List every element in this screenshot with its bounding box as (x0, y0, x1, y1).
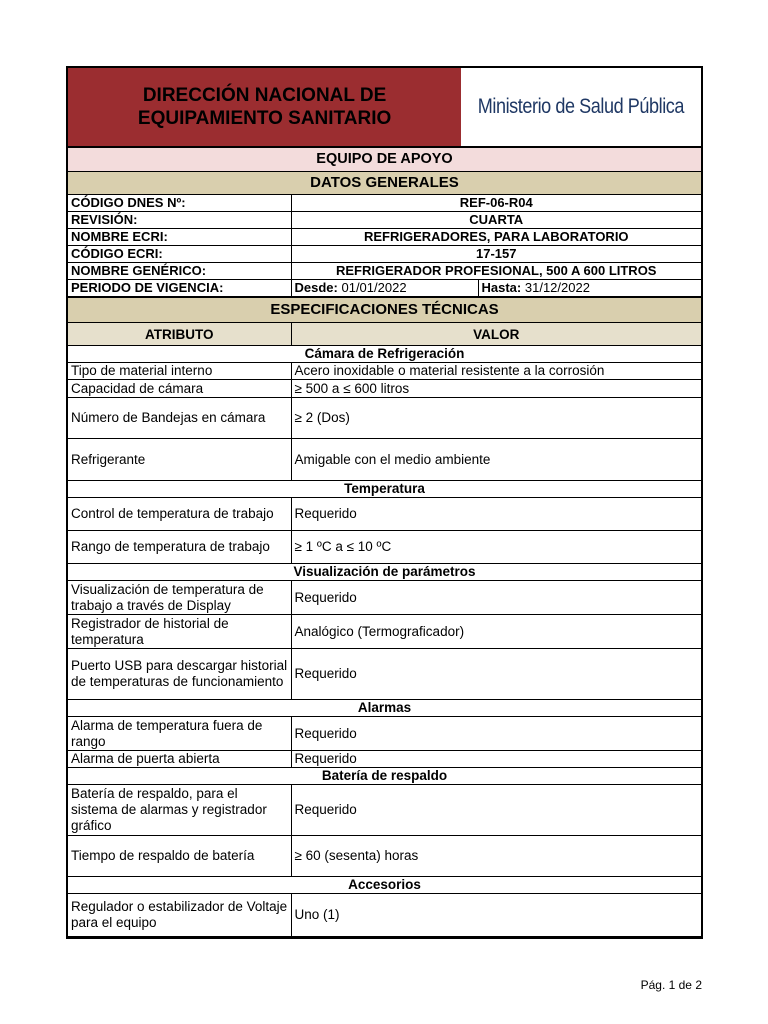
value-cell: Requerido (291, 751, 701, 768)
general-label: NOMBRE ECRI: (68, 229, 291, 246)
value-cell: Requerido (291, 649, 701, 700)
table-row (68, 380, 701, 398)
value-cell: ≥ 60 (sesenta) horas (291, 836, 701, 877)
table-row (68, 894, 701, 937)
hasta-label: Hasta: (481, 280, 522, 295)
datos-generales-band: DATOS GENERALES (68, 172, 701, 195)
general-value: REFRIGERADOR PROFESIONAL, 500 A 600 LITROS (291, 263, 701, 280)
section-visualizacion: Visualización de parámetros (68, 564, 701, 581)
value-cell: Requerido (291, 581, 701, 615)
section-header (68, 564, 701, 581)
header-title-line2: EQUIPAMIENTO SANITARIO (137, 108, 392, 129)
general-value: REF-06-R04 (291, 195, 701, 212)
table-row (68, 212, 701, 229)
attr-cell: Alarma de temperatura fuera de rango (68, 717, 291, 751)
value-cell: Uno (1) (291, 894, 701, 937)
especificaciones-band: ESPECIFICACIONES TÉCNICAS (68, 297, 701, 323)
vigencia-label: PERIODO DE VIGENCIA: (68, 280, 291, 297)
section-alarmas: Alarmas (68, 700, 701, 717)
section-header (68, 877, 701, 894)
value-cell: Requerido (291, 498, 701, 531)
specs-table (68, 323, 701, 937)
value-cell: ≥ 500 a ≤ 600 litros (291, 380, 701, 398)
ministry-logo (461, 68, 701, 146)
table-row (68, 717, 701, 751)
table-row (68, 398, 701, 439)
general-label: NOMBRE GENÉRICO: (68, 263, 291, 280)
column-header-row (68, 323, 701, 346)
equipo-band: EQUIPO DE APOYO (68, 148, 701, 172)
general-value: REFRIGERADORES, PARA LABORATORIO (291, 229, 701, 246)
attr-cell: Puerto USB para descargar historial de temperaturas de funcionamiento (68, 649, 291, 700)
general-value: CUARTA (291, 212, 701, 229)
table-row (68, 581, 701, 615)
table-row (68, 195, 701, 212)
attr-cell: Número de Bandejas en cámara (68, 398, 291, 439)
section-temperatura: Temperatura (68, 481, 701, 498)
table-row (68, 439, 701, 481)
table-row (68, 229, 701, 246)
table-row (68, 751, 701, 768)
general-label: REVISIÓN: (68, 212, 291, 229)
attr-cell: Visualización de temperatura de trabajo a través de Display (68, 581, 291, 615)
page-number: Pág. 1 de 2 (640, 978, 702, 992)
document-header (68, 68, 701, 148)
table-row (68, 246, 701, 263)
vigencia-desde (291, 280, 478, 297)
general-data-table (68, 195, 701, 297)
attr-cell: Batería de respaldo, para el sistema de alarmas y registrador gráfico (68, 785, 291, 836)
spec-sheet (66, 66, 703, 939)
desde-label: Desde: (294, 280, 338, 295)
attr-cell: Tipo de material interno (68, 363, 291, 380)
value-cell: Acero inoxidable o material resistente a la corrosión (291, 363, 701, 380)
table-row (68, 498, 701, 531)
section-bateria: Batería de respaldo (68, 768, 701, 785)
header-title (68, 68, 461, 146)
table-row (68, 280, 701, 297)
table-row (68, 615, 701, 649)
value-cell: Amigable con el medio ambiente (291, 439, 701, 481)
desde-value: 01/01/2022 (341, 280, 407, 295)
general-value: 17-157 (291, 246, 701, 263)
hasta-value: 31/12/2022 (524, 280, 590, 295)
general-label: CÓDIGO ECRI: (68, 246, 291, 263)
section-header (68, 481, 701, 498)
attr-cell: Control de temperatura de trabajo (68, 498, 291, 531)
value-cell: Requerido (291, 717, 701, 751)
attr-cell: Capacidad de cámara (68, 380, 291, 398)
column-header-val: VALOR (291, 323, 701, 346)
value-cell: ≥ 2 (Dos) (291, 398, 701, 439)
section-header (68, 700, 701, 717)
attr-cell: Registrador de historial de temperatura (68, 615, 291, 649)
attr-cell: Tiempo de respaldo de batería (68, 836, 291, 877)
section-header (68, 768, 701, 785)
value-cell: ≥ 1 ºC a ≤ 10 ºC (291, 531, 701, 564)
table-row (68, 785, 701, 836)
value-cell: Analógico (Termograficador) (291, 615, 701, 649)
attr-cell: Regulador o estabilizador de Voltaje para el equipo (68, 894, 291, 937)
column-header-attr: ATRIBUTO (68, 323, 291, 346)
value-cell: Requerido (291, 785, 701, 836)
general-label: CÓDIGO DNES Nº: (68, 195, 291, 212)
attr-cell: Rango de temperatura de trabajo (68, 531, 291, 564)
attr-cell: Alarma de puerta abierta (68, 751, 291, 768)
attr-cell: Refrigerante (68, 439, 291, 481)
table-row (68, 363, 701, 380)
vigencia-hasta (478, 280, 701, 297)
section-accesorios: Accesorios (68, 877, 701, 894)
ministry-logo-text: Ministerio de Salud Pública (477, 95, 685, 118)
table-row (68, 531, 701, 564)
table-row (68, 263, 701, 280)
table-row (68, 649, 701, 700)
section-camara: Cámara de Refrigeración (68, 346, 701, 363)
header-title-line1: DIRECCIÓN NACIONAL DE (142, 85, 387, 106)
table-row (68, 836, 701, 877)
section-header (68, 346, 701, 363)
